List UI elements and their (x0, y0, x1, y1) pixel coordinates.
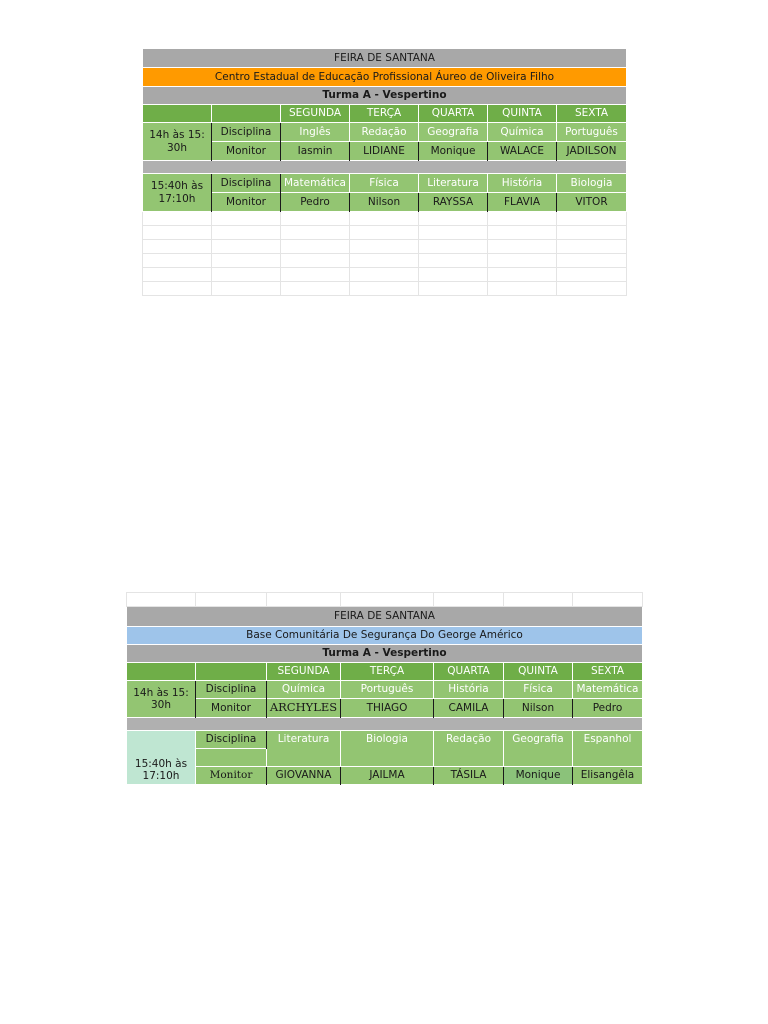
monitor-cell: WALACE (488, 142, 557, 161)
class-title: Turma A - Vespertino (127, 645, 643, 663)
subject-cell: Redação (434, 731, 504, 767)
monitor-cell: VITOR (557, 193, 627, 212)
time-slot-2 (143, 174, 212, 212)
day-header-tuesday: TERÇA (341, 663, 434, 681)
day-header-friday: SEXTA (573, 663, 643, 681)
subject-label: Disciplina (196, 731, 267, 749)
header-empty-cell (212, 105, 281, 123)
blank-cell (212, 268, 281, 282)
subject-cell: Espanhol (573, 731, 643, 767)
blank-cell (212, 212, 281, 226)
day-header-thursday: QUINTA (488, 105, 557, 123)
blank-cell (341, 593, 434, 607)
blank-cell (419, 254, 488, 268)
blank-cell (504, 593, 573, 607)
subject-cell: Física (504, 681, 573, 699)
blank-cell (419, 226, 488, 240)
blank-cell (281, 268, 350, 282)
subject-cell: Português (341, 681, 434, 699)
blank-cell (143, 254, 212, 268)
blank-cell (281, 226, 350, 240)
time-slot-1 (127, 681, 196, 718)
blank-cell (281, 254, 350, 268)
monitor-cell: Monique (419, 142, 488, 161)
blank-cell (419, 282, 488, 296)
monitor-cell: Pedro (281, 193, 350, 212)
blank-cell (419, 268, 488, 282)
blank-cell (143, 226, 212, 240)
subject-cell: Biologia (557, 174, 627, 193)
separator-row (143, 161, 627, 174)
blank-cell (143, 268, 212, 282)
blank-cell (143, 212, 212, 226)
header-empty-cell (196, 663, 267, 681)
monitor-label: Monitor (196, 767, 267, 785)
monitor-cell: RAYSSA (419, 193, 488, 212)
city-title: FEIRA DE SANTANA (143, 49, 627, 68)
blank-cell (281, 282, 350, 296)
monitor-cell: Monique (504, 767, 573, 785)
blank-cell (212, 240, 281, 254)
monitor-cell: Iasmin (281, 142, 350, 161)
blank-cell (350, 212, 419, 226)
monitor-cell: Pedro (573, 699, 643, 718)
blank-cell (350, 254, 419, 268)
subject-cell: Geografia (419, 123, 488, 142)
blank-cell (127, 593, 196, 607)
blank-cell (488, 212, 557, 226)
school-name: Base Comunitária De Segurança Do George Américo (127, 627, 643, 645)
subject-cell: Português (557, 123, 627, 142)
blank-cell (196, 593, 267, 607)
blank-cell (350, 282, 419, 296)
subject-cell: Geografia (504, 731, 573, 767)
monitor-cell: Elisangêla (573, 767, 643, 785)
monitor-cell: THIAGO (341, 699, 434, 718)
blank-cell (350, 268, 419, 282)
time-slot-2-end: 17:10h (158, 192, 196, 205)
monitor-cell: Nilson (350, 193, 419, 212)
time-slot-2-start: 15:40h às (150, 180, 204, 193)
subject-cell: História (434, 681, 504, 699)
day-header-tuesday: TERÇA (350, 105, 419, 123)
monitor-cell: GIOVANNA (267, 767, 341, 785)
day-header-wednesday: QUARTA (434, 663, 504, 681)
blank-cell (557, 268, 627, 282)
empty-cell (196, 749, 267, 767)
time-slot-1-start: 14h às 15: (149, 129, 205, 142)
schedule-table-2 (126, 592, 643, 785)
monitor-cell: LIDIANE (350, 142, 419, 161)
subject-cell: Química (267, 681, 341, 699)
blank-cell (281, 240, 350, 254)
subject-cell: Literatura (267, 731, 341, 767)
subject-cell: Redação (350, 123, 419, 142)
subject-label: Disciplina (212, 174, 281, 193)
blank-cell (267, 593, 341, 607)
blank-cell (573, 593, 643, 607)
time-slot-1 (143, 123, 212, 161)
blank-cell (488, 226, 557, 240)
blank-cell (281, 212, 350, 226)
subject-cell: Física (350, 174, 419, 193)
blank-cell (212, 226, 281, 240)
class-title: Turma A - Vespertino (143, 87, 627, 105)
monitor-cell: CAMILA (434, 699, 504, 718)
school-name: Centro Estadual de Educação Profissional Áureo de Oliveira Filho (143, 68, 627, 87)
subject-cell: Literatura (419, 174, 488, 193)
time-slot-2-end: 17:10h (142, 769, 180, 782)
blank-cell (350, 226, 419, 240)
subject-cell: Matemática (281, 174, 350, 193)
blank-cell (434, 593, 504, 607)
monitor-cell: JAILMA (341, 767, 434, 785)
subject-cell: História (488, 174, 557, 193)
subject-cell: Inglês (281, 123, 350, 142)
time-slot-2 (127, 731, 196, 785)
blank-cell (419, 212, 488, 226)
time-slot-2-start: 15:40h às (134, 757, 188, 770)
subject-label: Disciplina (196, 681, 267, 699)
blank-cell (557, 240, 627, 254)
blank-cell (488, 240, 557, 254)
blank-cell (488, 254, 557, 268)
day-header-monday: SEGUNDA (267, 663, 341, 681)
blank-cell (557, 282, 627, 296)
subject-label: Disciplina (212, 123, 281, 142)
monitor-cell: ARCHYLES (267, 699, 341, 718)
header-empty-cell (143, 105, 212, 123)
blank-cell (212, 282, 281, 296)
monitor-cell: FLAVIA (488, 193, 557, 212)
monitor-cell: Nilson (504, 699, 573, 718)
day-header-monday: SEGUNDA (281, 105, 350, 123)
blank-cell (488, 282, 557, 296)
subject-cell: Matemática (573, 681, 643, 699)
blank-cell (488, 268, 557, 282)
schedule-table-1 (142, 48, 627, 296)
monitor-label: Monitor (196, 699, 267, 718)
blank-cell (143, 240, 212, 254)
day-header-wednesday: QUARTA (419, 105, 488, 123)
blank-cell (143, 282, 212, 296)
header-empty-cell (127, 663, 196, 681)
blank-cell (212, 254, 281, 268)
monitor-cell: TÁSILA (434, 767, 504, 785)
blank-cell (419, 240, 488, 254)
city-title: FEIRA DE SANTANA (127, 607, 643, 627)
day-header-friday: SEXTA (557, 105, 627, 123)
monitor-cell: JADILSON (557, 142, 627, 161)
blank-cell (557, 212, 627, 226)
blank-cell (557, 226, 627, 240)
monitor-label: Monitor (212, 193, 281, 212)
time-slot-1-end: 30h (150, 699, 171, 711)
subject-cell: Biologia (341, 731, 434, 767)
blank-cell (350, 240, 419, 254)
blank-cell (557, 254, 627, 268)
time-slot-1-start: 14h às 15: (133, 686, 189, 699)
monitor-label: Monitor (212, 142, 281, 161)
subject-cell: Química (488, 123, 557, 142)
time-slot-1-end: 30h (166, 141, 187, 154)
separator-row (127, 718, 643, 731)
day-header-thursday: QUINTA (504, 663, 573, 681)
